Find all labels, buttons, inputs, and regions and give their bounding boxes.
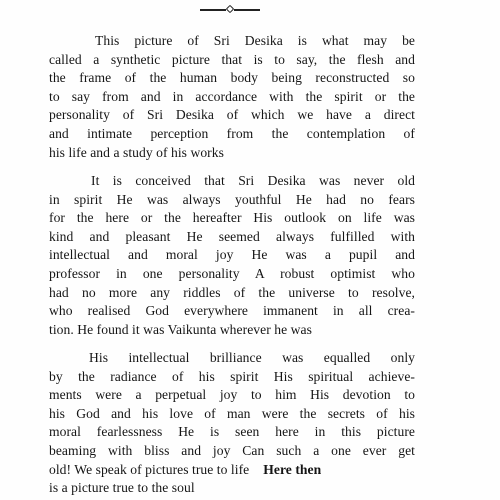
text-line: It is conceived that Sri Desika was never old xyxy=(91,173,415,188)
ornament-diamond-icon xyxy=(226,5,234,13)
paragraph-3 xyxy=(49,349,415,498)
text-line: called a synthetic picture that is to say, the flesh and xyxy=(49,51,415,67)
text-line: his life and a study of his works xyxy=(49,144,224,160)
text-line: who realised God everywhere immanent in all crea- xyxy=(49,303,415,319)
ornament-rule-left xyxy=(200,9,226,11)
text-line: his God and his love of man were the secrets of his xyxy=(49,405,415,421)
paragraph-2 xyxy=(49,172,415,339)
text-line: by the radiance of his spirit His spiritual achieve- xyxy=(49,368,415,384)
text-line: personality of Sri Desika of which we have a direct xyxy=(49,107,415,123)
text-line: professor in one personality A robust optimist who xyxy=(49,265,415,281)
text-line: is a picture true to the soul xyxy=(49,480,195,496)
text-line: for the here or the hereafter His outlook on life was xyxy=(49,210,415,226)
text-line: moral fearlessness He is seen here in this picture xyxy=(49,424,415,440)
ornament-rule-right xyxy=(234,9,260,11)
text-line-segment: old! We speak of pictures true to life xyxy=(49,461,250,477)
text-line: the frame of the human body being reconstructed so xyxy=(49,70,415,86)
text-line: and intimate perception from the contemplation of xyxy=(49,125,415,141)
text-line: in spirit He was always youthful He had no fears xyxy=(49,191,415,207)
text-line: to say from and in accordance with the spirit or the xyxy=(49,88,415,104)
text-line: This picture of Sri Desika is what may be xyxy=(95,33,415,48)
text-line: intellectual and moral joy He was a pupil and xyxy=(49,247,415,263)
text-line: tion. He found it was Vaikunta wherever he was xyxy=(49,321,312,337)
paragraph-1 xyxy=(49,32,415,162)
text-line-with-bold-tail xyxy=(49,461,415,480)
bold-phrase: Here then xyxy=(263,461,322,477)
text-line: had no more any riddles of the universe to resolve, xyxy=(49,284,415,300)
text-line: His intellectual brilliance was equalled only xyxy=(89,350,415,365)
text-line: ments were a perpetual joy to him His devotion to xyxy=(49,387,415,403)
text-line: kind and pleasant He seemed always fulfilled with xyxy=(49,228,415,244)
header-ornament xyxy=(200,5,260,15)
text-line: beaming with bliss and joy Can such a one ever get xyxy=(49,442,415,458)
